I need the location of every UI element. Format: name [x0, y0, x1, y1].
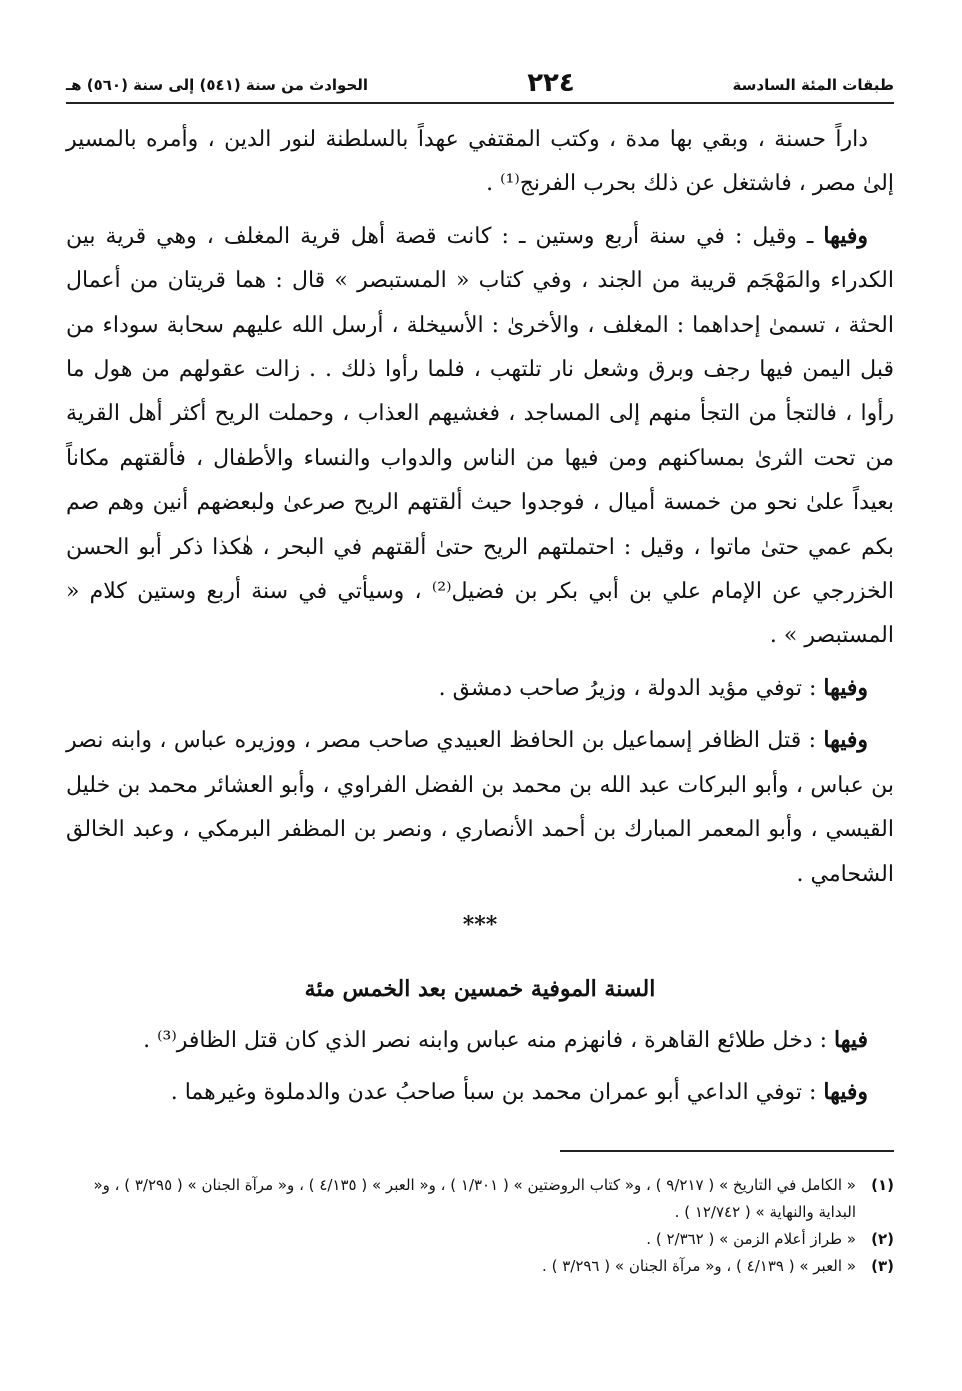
paragraph: فيها : دخل طلائع القاهرة ، فانهزم منه عباس وابنه نصر الذي كان قتل الظافر⁽³⁾ .: [143, 1026, 868, 1053]
footnote-number: (٣): [871, 1257, 894, 1275]
footnote-separator: [560, 1150, 894, 1152]
footnote: [66, 1172, 894, 1226]
footnote: [66, 1253, 894, 1280]
paragraph-lead: وفيها: [823, 674, 868, 701]
footnote-number: (٢): [871, 1230, 894, 1248]
paragraph-lead: وفيها: [823, 222, 868, 249]
running-header: [66, 68, 894, 104]
section-heading: السنة الموفية خمسين بعد الخمس مئة: [304, 976, 656, 1003]
header-book-title: طبقات المئة السادسة: [732, 76, 894, 94]
paragraph-lead: فيها: [834, 1026, 868, 1053]
paragraph: وفيها : توفي الداعي أبو عمران محمد بن سبأ صاحبُ عدن والدملوة وغيرهما .: [170, 1079, 868, 1106]
page-number: ٢٢٤: [527, 68, 575, 98]
paragraph: وفيها ـ وقيل : في سنة أربع وستين ـ : كانت قصة أهل قرية المغلف ، وهي قرية بين الكدراء والمَهْجَم قريبة من الجند ، وفي كتاب « المستبصر » قال : هما قريتان من أعمال الحثة ، تسمىٰ إحداهما : المغلف ، والأخرىٰ : الأسيخلة ، أرسل الله عليهم سحابة سوداء من قبل اليمن فيها رجف وبرق وشعل نار تلتهب ، فلما رأوا ذلك . . زالت عقولهم من هول ما رأوا ، فالتجأ من التجأ منهم إلى المساجد ، فغشيهم العذاب ، وحملت الريح أكثر أهل القرية من تحت الثرىٰ بمساكنهم ومن فيها من الناس والدواب والنساء والأطفال ، فألقتهم مكاناً بعيداً علىٰ نحو من خمسة أميال ، فوجدوا حيث ألقتهم الريح صرعىٰ ولبعضهم أنين وهم صم بكم عمي حتىٰ ماتوا ، وقيل : احتملتهم الريح حتىٰ ألقتهم في البحر ، هٰكذا ذكر أبو الحسن الخزرجي عن الإمام علي بن أبي بكر بن فضيل⁽²⁾ ، وسيأتي في سنة أربع وستين كلام « المستبصر » .: [66, 222, 894, 649]
footnote-number: (١): [871, 1176, 894, 1194]
footnote-text: « الكامل في التاريخ » ( ٩/٢١٧ ) ، و« كتاب الروضتين » ( ١/٣٠١ ) ، و« العبر » ( ٤/١٣٥ ) ، و« مرآة الجنان » ( ٣/٢٩٥ ) ، و« البداية والنهاية » ( ١٢/٧٤٢ ) .: [93, 1176, 856, 1221]
section-divider-stars: ***: [462, 911, 498, 938]
footnotes: [66, 1172, 894, 1280]
header-section-range: الحوادث من سنة (٥٤١) إلى سنة (٥٦٠) هـ: [66, 76, 369, 94]
paragraph-lead: وفيها: [823, 1079, 868, 1106]
footnote: [66, 1226, 894, 1253]
footnote-text: « طراز أعلام الزمن » ( ٢/٣٦٢ ) .: [646, 1230, 856, 1248]
paragraph: وفيها : توفي مؤيد الدولة ، وزيرُ صاحب دمشق .: [438, 674, 868, 701]
paragraph: داراً حسنة ، وبقي بها مدة ، وكتب المقتفي عهداً بالسلطنة لنور الدين ، وأمره بالمسير إلىٰ مصر ، فاشتغل عن ذلك بحرب الفرنج⁽¹⁾ .: [66, 127, 894, 197]
paragraph-lead: وفيها: [823, 727, 868, 754]
footnote-text: « العبر » ( ٤/١٣٩ ) ، و« مرآة الجنان » ( ٣/٢٩٦ ) .: [542, 1257, 856, 1275]
paragraph: وفيها : قتل الظافر إسماعيل بن الحافظ العبيدي صاحب مصر ، ووزيره عباس ، وابنه نصر بن عباس ، وأبو البركات عبد الله بن محمد بن الفضل الفراوي ، وأبو العشائر محمد بن خليل القيسي ، وأبو المعمر المبارك بن أحمد الأنصاري ، ونصر بن المظفر البرمكي ، وعبد الخالق الشحامي .: [66, 727, 894, 887]
main-text: [66, 118, 894, 1116]
